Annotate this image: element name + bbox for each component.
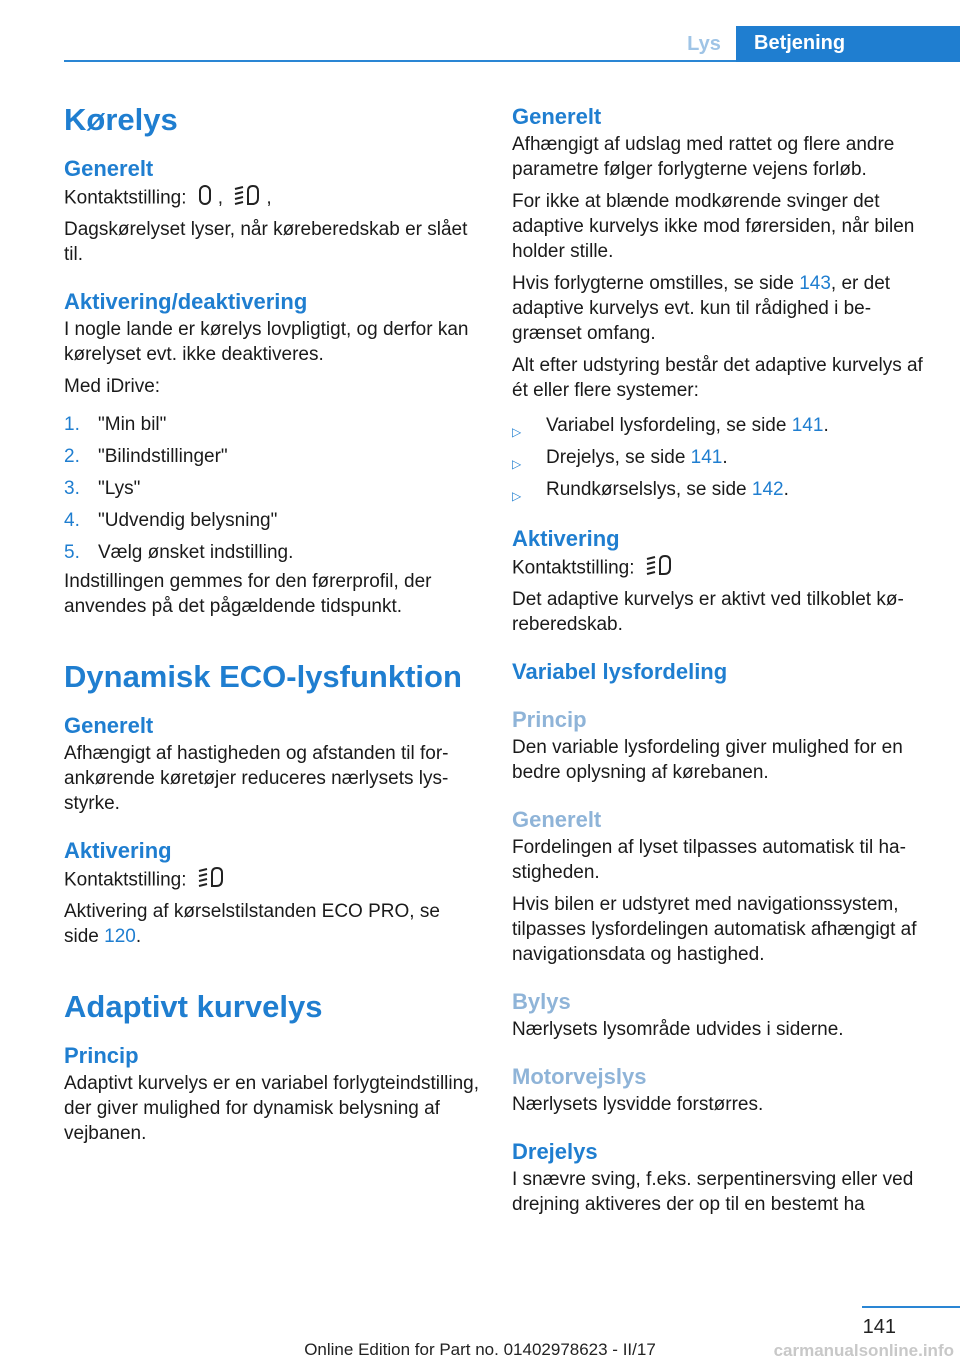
headlight-beam-icon (198, 866, 224, 895)
ignition-off-icon (198, 184, 212, 213)
list-item (64, 476, 480, 501)
page-link-141[interactable]: 141 (690, 447, 723, 468)
heading-drejelys: Drejelys (512, 1139, 598, 1164)
step-text: "Bilindstillinger" (98, 446, 228, 467)
footer-rule (862, 1306, 960, 1308)
paragraph: Alt efter udstyring består det adaptive kurvelys af ét eller flere systemer: (512, 355, 923, 401)
page-link-142[interactable]: 142 (751, 479, 784, 500)
tab-lys[interactable]: Lys (687, 33, 721, 55)
page-link-141[interactable]: 141 (791, 415, 824, 436)
contact-label: Kontaktstilling: (64, 187, 187, 209)
paragraph: Afhængigt af udslag med rattet og flere andre parametre følger forlygterne vejens forløb. (512, 134, 895, 180)
heading-aktivering: Aktivering (512, 526, 620, 551)
contact-position-line: Kontaktstilling: , , (64, 184, 480, 213)
step-text: "Min bil" (98, 414, 167, 435)
heading-adaptivt-kurvelys: Adaptivt kurvelys (64, 989, 323, 1024)
text: Rundkørselslys, se side (546, 479, 752, 500)
paragraph-eco-pro: Aktivering af kørselstilstanden ECO PRO, se side 120. (64, 901, 440, 947)
heading-variabel-lysfordeling: Variabel lysfordeling (512, 659, 728, 684)
step-number: 1. (64, 414, 80, 435)
heading-dynamisk-eco: Dynamisk ECO-lysfunktion (64, 659, 462, 694)
triangle-bullet-icon: ▷ (512, 489, 522, 503)
list-item (64, 508, 480, 533)
heading-generelt: Generelt (512, 104, 602, 129)
contact-label: Kontaktstilling: (512, 557, 635, 579)
footer-watermark: carmanualsonline.info (773, 1341, 954, 1360)
page-link-143[interactable]: 143 (799, 273, 831, 294)
eco-pro-text: Aktivering af kørselstilstanden ECO PRO, se side (64, 901, 440, 947)
paragraph: For ikke at blænde modkørende svinger det adaptive kurvelys ikke mod førersiden, når bilen holder stille. (512, 191, 915, 262)
text: Drejelys, se side (546, 447, 691, 468)
heading-aktivering: Aktivering (64, 838, 172, 863)
paragraph-princip: Adaptivt kurvelys er en variabel forlygteindstilling, der giver mulighed for dynamisk belysning af vejbanen. (64, 1073, 480, 1144)
text: , er det adaptive kurvelys evt. kun til rådighed i begrænset omfang. (512, 273, 891, 344)
triangle-bullet-icon: ▷ (512, 425, 522, 439)
contact-position-line (512, 554, 932, 583)
step-text: "Udvendig belysning" (98, 510, 278, 531)
paragraph: Hvis bilen er udstyret med navigationssystem, tilpasses lysfordelingen automatisk afhængigt af navigationsdata og hastighed. (512, 894, 917, 965)
heading-princip: Princip (512, 707, 587, 732)
text: Hvis forlygterne omstilles, se side (512, 273, 800, 294)
heading-princip: Princip (64, 1043, 139, 1068)
paragraph: Nærlysets lysvidde forstørres. (512, 1094, 764, 1115)
list-item (64, 412, 480, 437)
list-item (64, 444, 480, 469)
text: . (823, 415, 829, 436)
heading-bylys: Bylys (512, 989, 571, 1014)
systems-list (512, 413, 932, 502)
contact-label: Kontaktstilling: (64, 869, 187, 891)
right-column (512, 96, 932, 1224)
paragraph: Den variable lysfordeling giver mulighed for en bedre oplysning af kørebanen. (512, 737, 903, 783)
heading-generelt: Generelt (64, 156, 154, 181)
left-column (64, 96, 480, 1153)
paragraph-lovpligtigt: I nogle lande er kørelys lovpligtigt, og derfor kan kørelyset evt. ikke deaktiveres. (64, 319, 469, 365)
step-text: Vælg ønsket indstilling. (98, 542, 294, 563)
text: Variabel lysfordeling, se side (546, 415, 792, 436)
list-item (512, 477, 932, 502)
headlight-beam-icon (646, 554, 672, 583)
paragraph-eco: Afhængigt af hastigheden og afstanden til forankørende køretøjer reduceres nærlysets lysstyrke. (64, 743, 449, 814)
paragraph: Det adaptive kurvelys er aktivt ved tilkoblet køreberedskab. (512, 589, 904, 635)
list-item (64, 540, 480, 565)
heading-motorvejslys: Motorvejslys (512, 1064, 647, 1089)
heading-korelys: Kørelys (64, 102, 178, 137)
step-number: 3. (64, 478, 80, 499)
steps-list (64, 412, 480, 565)
list-item (512, 413, 932, 438)
paragraph (512, 271, 932, 346)
step-number: 2. (64, 446, 80, 467)
contact-position-line (64, 866, 480, 895)
paragraph-gemmes: Indstillingen gemmes for den førerprofil, der anvendes på det pågældende tidspunkt. (64, 571, 432, 617)
paragraph-med-idrive: Med iDrive: (64, 376, 161, 397)
heading-generelt: Generelt (64, 713, 154, 738)
paragraph-dagskorelys: Dagskørelyset lyser, når køreberedskab er slået til. (64, 219, 468, 265)
step-number: 4. (64, 510, 80, 531)
footer-edition: Online Edition for Part no. 01402978623 - II/17 (304, 1340, 656, 1359)
headlight-beam-icon (234, 184, 260, 213)
list-item (512, 445, 932, 470)
text: . (722, 447, 728, 468)
tab-betjening[interactable]: Betjening (736, 26, 960, 62)
paragraph: I snævre sving, f.eks. serpentinersving eller ved drejning aktiveres der op til en bestemt ha (512, 1169, 914, 1215)
heading-aktivering-deaktivering: Aktivering/deaktivering (64, 289, 308, 314)
page-link-120[interactable]: 120 (104, 926, 136, 947)
heading-generelt: Generelt (512, 807, 602, 832)
page-number: 141 (862, 1316, 896, 1338)
paragraph: Fordelingen af lyset tilpasses automatisk til hastigheden. (512, 837, 906, 883)
triangle-bullet-icon: ▷ (512, 457, 522, 471)
paragraph: Nærlysets lysområde udvides i siderne. (512, 1019, 844, 1040)
text: . (783, 479, 789, 500)
step-text: "Lys" (98, 478, 141, 499)
step-number: 5. (64, 542, 80, 563)
